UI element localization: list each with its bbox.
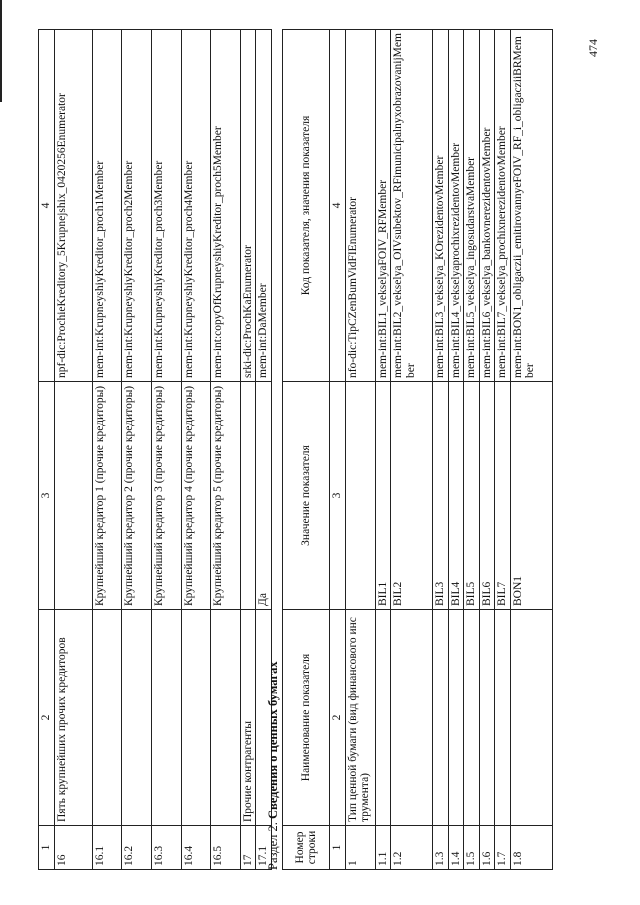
indicator-code: mem-int:BIL5_vekselya_ingosudarstvaMember (464, 30, 480, 382)
row-number: 1.5 (464, 826, 480, 870)
row-number: 1.6 (479, 826, 495, 870)
column-number: 3 (39, 382, 55, 610)
indicator-name (479, 610, 495, 826)
column-number: 1 (39, 826, 55, 870)
indicator-name (448, 610, 464, 826)
row-number: 1.1 (375, 826, 391, 870)
table-row (151, 30, 181, 870)
table-row (464, 30, 480, 870)
securities-table (282, 29, 553, 870)
header-indicator-code: Код показателя, значения показателя (283, 30, 330, 382)
table-row (375, 30, 391, 870)
indicator-name (391, 610, 433, 826)
indicator-name (121, 610, 151, 826)
table-row (210, 30, 240, 870)
indicator-name: Прочие контрагенты (240, 610, 256, 826)
table-row (54, 30, 92, 870)
indicator-value: BIL2 (391, 382, 433, 610)
indicator-value (240, 382, 256, 610)
table-row (121, 30, 151, 870)
column-number: 4 (39, 30, 55, 382)
indicator-code: mem-int:BIL1_vekselyaFOIV_RFMember (375, 30, 391, 382)
indicator-name (210, 610, 240, 826)
header-row (283, 30, 330, 870)
header-indicator-name: Наименование показателя (283, 610, 330, 826)
indicator-name (375, 610, 391, 826)
table-row (479, 30, 495, 870)
row-number: 17 (240, 826, 256, 870)
indicator-name (181, 610, 210, 826)
indicator-code: srki-dic:ProchKaEnumerator (240, 30, 256, 382)
column-number-row (330, 30, 346, 870)
page-number: 474 (586, 39, 600, 57)
indicator-code: mem-int:DaMember (256, 30, 272, 382)
indicator-value: Крупнейший кредитор 1 (прочие кредиторы) (92, 382, 121, 610)
scan-crop-mark (0, 0, 2, 102)
section-title (266, 30, 281, 870)
indicator-code: mem-int:BIL3_vekselya_KOrezidentovMember (433, 30, 449, 382)
column-number: 2 (330, 610, 346, 826)
indicator-code: mem-int:KrupneyshiyKreditor_proch3Member (151, 30, 181, 382)
table-row (448, 30, 464, 870)
row-number: 1.7 (495, 826, 511, 870)
indicator-code: mem-int:BIL7_vekselya_prochixnerezidentovMember (495, 30, 511, 382)
table-row (495, 30, 511, 870)
row-number: 1.3 (433, 826, 449, 870)
table-row (391, 30, 433, 870)
row-number: 16.5 (210, 826, 240, 870)
indicator-name (92, 610, 121, 826)
rotated-page (38, 30, 604, 870)
table-row (92, 30, 121, 870)
indicator-value: BIL5 (464, 382, 480, 610)
indicator-code: mem-int:BIL2_vekselya_OIVsubektov_RFimunicipalnyxobrazovanijMember (391, 30, 433, 382)
row-number: 1.2 (391, 826, 433, 870)
row-number: 17.1 (256, 826, 272, 870)
row-number: 16.2 (121, 826, 151, 870)
indicator-code: mem-int:copyOfKrupneyshiyKreditor_proch5Member (210, 30, 240, 382)
indicator-value: Крупнейший кредитор 3 (прочие кредиторы) (151, 382, 181, 610)
indicator-name: Тип ценной бумаги (вид финансового инструмента) (345, 610, 375, 826)
indicator-name (464, 610, 480, 826)
table-row (345, 30, 375, 870)
indicator-name: Пять крупнейших прочих кредиторов (54, 610, 92, 826)
row-number: 1 (345, 826, 375, 870)
indicator-value: BIL1 (375, 382, 391, 610)
indicator-value: BON1 (510, 382, 552, 610)
section-heading: Сведения о ценных бумагах (266, 661, 280, 820)
indicator-code: mem-int:KrupneyshiyKreditor_proch1Member (92, 30, 121, 382)
indicator-value (345, 382, 375, 610)
column-number: 4 (330, 30, 346, 382)
indicator-code: mem-int:BIL4_vekselyaprochixrezidentovMember (448, 30, 464, 382)
column-number: 3 (330, 382, 346, 610)
row-number: 16.4 (181, 826, 210, 870)
indicator-value: Крупнейший кредитор 4 (прочие кредиторы) (181, 382, 210, 610)
header-row-number: Номер строки (283, 826, 330, 870)
indicator-name (495, 610, 511, 826)
table-row (240, 30, 256, 870)
column-number-row (39, 30, 55, 870)
indicator-value: Крупнейший кредитор 2 (прочие кредиторы) (121, 382, 151, 610)
header-indicator-value: Значение показателя (283, 382, 330, 610)
indicator-code: mem-int:KrupneyshiyKreditor_proch4Member (181, 30, 210, 382)
row-number: 1.4 (448, 826, 464, 870)
indicator-value: BIL7 (495, 382, 511, 610)
indicator-value (54, 382, 92, 610)
row-number: 1.8 (510, 826, 552, 870)
column-number: 1 (330, 826, 346, 870)
indicator-code: mem-int:BIL6_vekselya_bankovnerezidentovMember (479, 30, 495, 382)
indicator-value: BIL3 (433, 382, 449, 610)
indicator-value: BIL6 (479, 382, 495, 610)
row-number: 16.1 (92, 826, 121, 870)
column-number: 2 (39, 610, 55, 826)
indicator-name (510, 610, 552, 826)
section-prefix: Раздел 2. (266, 822, 280, 870)
table-row (181, 30, 210, 870)
indicator-name (433, 610, 449, 826)
indicator-name (151, 610, 181, 826)
row-number: 16.3 (151, 826, 181, 870)
creditors-table (38, 29, 272, 870)
indicator-code: mem-int:BON1_obligaczii_emitirovannyeFOIV_RF_i_obligacziiBRMember (510, 30, 552, 382)
indicator-code: mem-int:KrupneyshiyKreditor_proch2Member (121, 30, 151, 382)
row-number: 16 (54, 826, 92, 870)
table-row (433, 30, 449, 870)
indicator-value: Крупнейший кредитор 5 (прочие кредиторы) (210, 382, 240, 610)
indicator-value: BIL4 (448, 382, 464, 610)
indicator-code: npf-dic:ProchieKreditory_5Krupnejshix_0420256Enumerator (54, 30, 92, 382)
indicator-value: Да (256, 382, 272, 610)
table-row (510, 30, 552, 870)
indicator-code: nfo-dic:TipCZenBumVidFIEnumerator (345, 30, 375, 382)
